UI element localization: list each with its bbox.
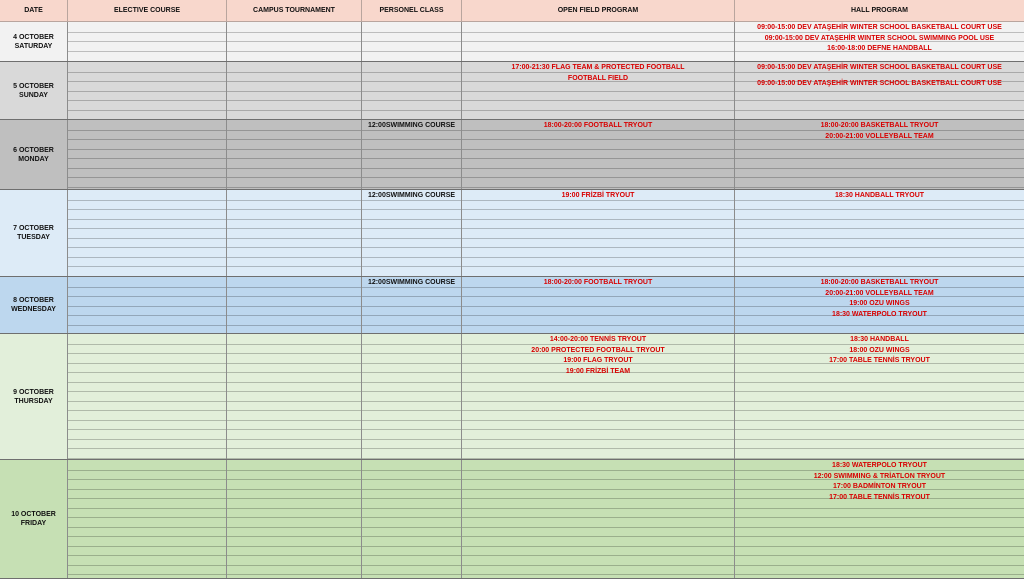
header-open-field-program: OPEN FIELD PROGRAM	[462, 0, 735, 21]
personel-cell	[362, 277, 462, 333]
open-field-cell	[462, 120, 735, 189]
elective-cell	[68, 120, 227, 189]
schedule-entry: FOOTBALL FIELD	[567, 75, 629, 82]
personel-cell	[362, 460, 462, 578]
day-row	[0, 120, 1024, 190]
elective-cell	[68, 62, 227, 119]
schedule-entry: 19:00 FRİZBİ TRYOUT	[561, 192, 635, 199]
open-field-cell	[462, 334, 735, 459]
tournament-cell	[227, 190, 362, 276]
header-row	[0, 0, 1024, 22]
schedule-entry: 20:00-21:00 VOLLEYBALL TEAM	[825, 290, 934, 297]
schedule-entry: 17:00 TABLE TENNİS TRYOUT	[829, 357, 930, 364]
personel-cell	[362, 22, 462, 61]
day-row	[0, 334, 1024, 460]
open-field-cell	[462, 460, 735, 578]
elective-cell	[68, 334, 227, 459]
schedule-entry: 18:00-20:00 FOOTBALL TRYOUT	[543, 279, 653, 286]
date-cell: 5 OCTOBER SUNDAY	[0, 62, 68, 119]
schedule-entry: 19:00 FRİZBİ TEAM	[565, 368, 631, 375]
header-campus-tournament: CAMPUS TOURNAMENT	[227, 0, 362, 21]
schedule-entry: 12:00SWIMMING COURSE	[367, 279, 456, 286]
schedule-entry: 09:00-15:00 DEV ATAŞEHİR WINTER SCHOOL BASKETBALL COURT USE	[757, 24, 1002, 31]
date-cell: 7 OCTOBER TUESDAY	[0, 190, 68, 276]
schedule-entry: 18:00-20:00 FOOTBALL TRYOUT	[543, 122, 653, 129]
header-elective-course: ELECTIVE COURSE	[68, 0, 227, 21]
schedule-entry: 18:00-20:00 BASKETBALL TRYOUT	[820, 279, 939, 286]
elective-cell	[68, 22, 227, 61]
day-row	[0, 62, 1024, 120]
date-cell: 6 OCTOBER MONDAY	[0, 120, 68, 189]
elective-cell	[68, 277, 227, 333]
schedule-entry: 18:00 OZU WINGS	[849, 347, 910, 354]
personel-cell	[362, 120, 462, 189]
hall-cell	[735, 460, 1024, 578]
hall-cell	[735, 120, 1024, 189]
schedule-entry: 20:00-21:00 VOLLEYBALL TEAM	[825, 133, 934, 140]
personel-cell	[362, 334, 462, 459]
schedule-entry: 12:00SWIMMING COURSE	[367, 122, 456, 129]
date-cell: 9 OCTOBER THURSDAY	[0, 334, 68, 459]
day-row	[0, 190, 1024, 277]
elective-cell	[68, 190, 227, 276]
tournament-cell	[227, 334, 362, 459]
schedule-entry: 09:00-15:00 DEV ATAŞEHİR WINTER SCHOOL BASKETBALL COURT USE	[757, 80, 1002, 87]
schedule-entry: 09:00-15:00 DEV ATAŞEHİR WINTER SCHOOL BASKETBALL COURT USE	[757, 64, 1002, 71]
hall-cell	[735, 190, 1024, 276]
schedule-entry: 12:00 SWIMMING & TRİATLON TRYOUT	[813, 473, 946, 480]
schedule-entry: 18:30 HANDBALL TRYOUT	[834, 192, 925, 199]
schedule-entry: 12:00SWIMMING COURSE	[367, 192, 456, 199]
elective-cell	[68, 460, 227, 578]
personel-cell	[362, 190, 462, 276]
tournament-cell	[227, 460, 362, 578]
schedule-entry: 16:00-18:00 DEFNE HANDBALL	[827, 45, 932, 52]
hall-cell	[735, 334, 1024, 459]
header-hall-program: HALL PROGRAM	[850, 7, 909, 14]
tournament-cell	[227, 277, 362, 333]
day-row	[0, 22, 1024, 62]
date-cell: 10 OCTOBER FRIDAY	[0, 460, 68, 578]
hall-cell	[735, 22, 1024, 61]
personel-cell	[362, 62, 462, 119]
open-field-cell	[462, 22, 735, 61]
schedule-entry: 17:00 BADMİNTON TRYOUT	[833, 483, 926, 490]
open-field-cell	[462, 62, 735, 119]
day-row	[0, 277, 1024, 334]
schedule-entry: 18:30 HANDBALL	[850, 336, 909, 343]
date-cell: 4 OCTOBER SATURDAY	[0, 22, 68, 61]
tournament-cell	[227, 22, 362, 61]
schedule-entry: 09:00-15:00 DEV ATAŞEHİR WINTER SCHOOL SWIMMING POOL USE	[764, 35, 995, 42]
schedule-entry: 18:30 WATERPOLO TRYOUT	[832, 311, 927, 318]
schedule-entry: 20:00 PROTECTED FOOTBALL TRYOUT	[531, 347, 665, 354]
schedule-entry: 17:00-21:30 FLAG TEAM & PROTECTED FOOTBALL	[511, 64, 685, 71]
open-field-cell	[462, 277, 735, 333]
schedule-entry: 19:00 OZU WINGS	[849, 300, 910, 307]
tournament-cell	[227, 62, 362, 119]
header-date: DATE	[0, 0, 68, 21]
schedule-entry: 17:00 TABLE TENNİS TRYOUT	[829, 494, 930, 501]
hall-cell	[735, 62, 1024, 119]
schedule-entry: 18:30 WATERPOLO TRYOUT	[832, 462, 927, 469]
schedule-entry: 19:00 FLAG TRYOUT	[563, 357, 633, 364]
day-row	[0, 460, 1024, 579]
tournament-cell	[227, 120, 362, 189]
header-personel-class: PERSONEL CLASS	[362, 0, 462, 21]
date-cell: 8 OCTOBER WEDNESDAY	[0, 277, 68, 333]
hall-cell	[735, 277, 1024, 333]
schedule-entry: 18:00-20:00 BASKETBALL TRYOUT	[820, 122, 939, 129]
open-field-cell	[462, 190, 735, 276]
schedule-entry: 14:00-20:00 TENNİS TRYOUT	[549, 336, 647, 343]
